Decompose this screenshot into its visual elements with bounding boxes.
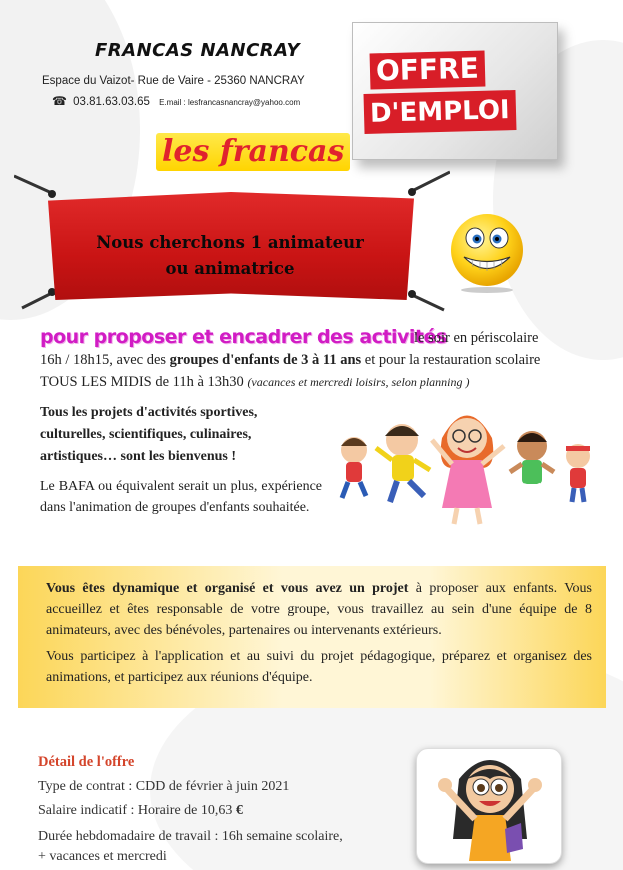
salary-text: Salaire indicatif : Horaire de 10,63 xyxy=(38,803,236,818)
banner-headline xyxy=(70,230,390,282)
mission-text-part: 16h / 18h15, avec des xyxy=(40,352,170,368)
organization-contact xyxy=(52,94,300,108)
girl-illustration-card xyxy=(416,748,562,864)
currency-symbol: € xyxy=(235,803,243,818)
banner-line: ou animatrice xyxy=(165,259,295,278)
email-address: E.mail : lesfrancasnancray@yahoo.com xyxy=(159,98,301,107)
bafa-paragraph: Le BAFA ou équivalent serait un plus, expérience dans l'animation de groupes d'enfants souhaitée. xyxy=(40,479,322,515)
weekly-hours: Durée hebdomadaire de travail : 16h semaine scolaire, xyxy=(38,829,343,844)
projects-line: artistiques… sont les bienvenus ! xyxy=(40,449,237,464)
mission-text-part: et pour la restauration scolaire xyxy=(361,352,541,368)
mission-text: le soir en périscolaire xyxy=(414,330,539,346)
sign-text-offre: OFFRE xyxy=(370,51,486,90)
mission-text xyxy=(40,352,540,369)
offer-title: Détail de l'offre xyxy=(38,754,135,770)
mission-text xyxy=(40,374,470,391)
mission-highlight: pour proposer et encadrer des activités xyxy=(40,326,447,348)
profile-paragraph xyxy=(46,578,592,641)
sign-text-emploi: D'EMPLOI xyxy=(364,90,517,134)
smiley-icon xyxy=(446,212,528,294)
mission-text-part: TOUS LES MIDIS de 11h à 13h30 xyxy=(40,374,248,390)
projects-paragraph xyxy=(40,402,290,468)
profile-paragraph: Vous participez à l'application et au suivi du projet pédagogique, préparez et organisez des animations, et participez aux réunions d'équipe. xyxy=(46,649,592,685)
organization-address: Espace du Vaizot- Rue de Vaire - 25360 NANCRAY xyxy=(42,75,305,87)
age-groups: groupes d'enfants de 3 à 11 ans xyxy=(169,352,362,368)
banner-line: Nous cherchons 1 animateur xyxy=(96,233,364,252)
profile-emphasis: Vous êtes dynamique et organisé et vous avez un projet xyxy=(46,581,409,596)
organization-name: FRANCAS NANCRAY xyxy=(95,40,301,61)
projects-line: Tous les projets d'activités sportives, xyxy=(40,405,258,420)
francas-logo: les francas xyxy=(156,133,350,171)
profile-text: à proposer aux enfants. Vous accueillez et êtes responsable de votre groupe, vous travaillez au sein d'une équipe de 8 animateurs, avec des bénévoles, partenaires ou intervenants extérieurs. xyxy=(46,581,592,638)
projects-line: culturelles, scientifiques, culinaires, xyxy=(40,427,252,442)
kids-illustration xyxy=(332,398,602,528)
schedule-note: (vacances et mercredi loisirs, selon planning ) xyxy=(247,375,470,389)
girl-illustration xyxy=(417,749,562,864)
salary xyxy=(38,803,243,819)
phone-number: 03.81.63.03.65 xyxy=(73,96,150,108)
contract-type: Type de contrat : CDD de février à juin 2021 xyxy=(38,779,290,794)
phone-icon: ☎ xyxy=(52,94,67,108)
weekly-hours-extra: + vacances et mercredi xyxy=(38,849,167,864)
